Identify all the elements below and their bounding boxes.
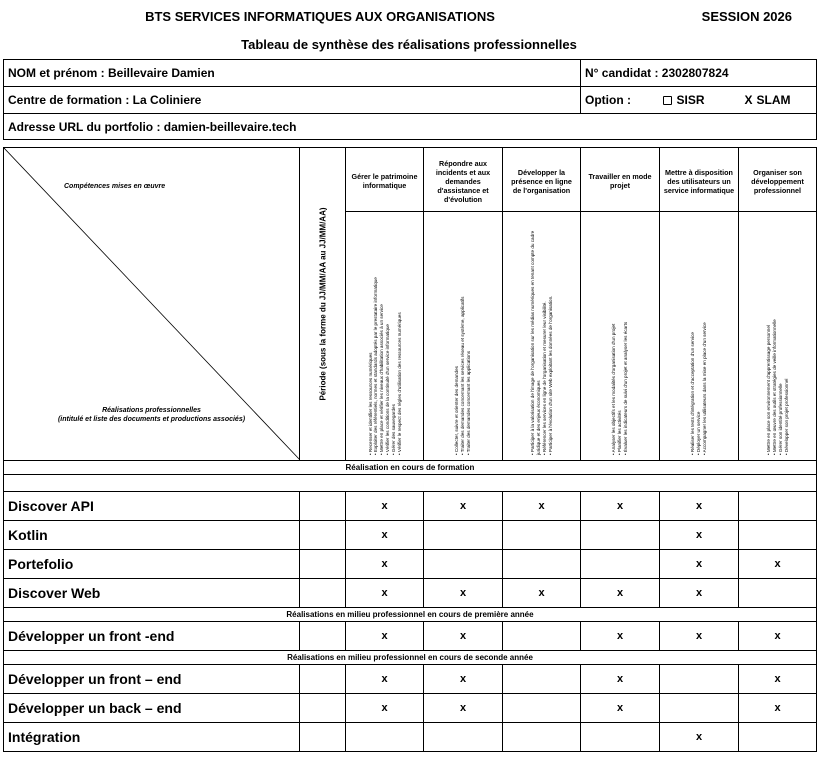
realisation-row [4,665,817,694]
competence-mark-cell[interactable] [424,723,503,752]
competence-mark: x [774,558,781,570]
competence-mark: x [695,529,703,541]
section-title: Réalisations en milieu professionnel en cours de première année [4,608,817,622]
competence-item: • Vérifier le respect des règles d'utilisation des ressources numériques [396,312,402,455]
competence-mark-cell[interactable] [346,694,424,723]
competence-mark: x [381,500,388,512]
competence-mark-cell[interactable] [660,579,739,608]
competence-mark-cell[interactable] [346,579,424,608]
competence-items [743,217,813,455]
competence-mark-cell[interactable] [581,723,660,752]
option-sisr: SISR [676,93,705,107]
competence-item: • Déployer un service [696,411,702,455]
competence-mark-cell[interactable] [424,694,503,723]
competence-mark-cell[interactable] [346,492,424,521]
competence-item: • Mettre en place et vérifier les niveaux d'habilitation associés à un service [378,304,384,455]
competence-item: • Gérer son identité professionnelle [777,383,783,455]
competence-mark: x [695,587,703,599]
competence-header-4 [581,148,660,461]
competence-mark-cell[interactable] [739,492,817,521]
competence-mark: x [381,630,388,642]
competence-mark: x [774,673,781,685]
competence-item: • Exploiter des référentiels, normes et standards adoptés par le prestataire informatique [372,277,378,455]
competence-mark-cell[interactable] [503,622,581,651]
competence-mark-cell[interactable] [346,521,424,550]
competence-mark-cell[interactable] [346,622,424,651]
realisation-row [4,622,817,651]
sisr-checkbox[interactable] [663,96,672,105]
competence-divider [660,211,738,212]
period-cell[interactable] [300,550,346,579]
period-header: Période (sous la forme du JJ/MM/AA au JJ/MM/AA) [318,207,327,401]
realisation-label: Intégration [4,723,300,752]
competence-mark-cell[interactable] [660,550,739,579]
competence-title: Gérer le patrimoine informatique [351,172,418,190]
competence-item: • Évaluer les indicateurs de suivi d'un projet et analyser les écarts [622,321,628,455]
competence-item: • Réaliser les tests d'intégration et d'acceptation d'un service [690,332,696,455]
competence-item: • Développer son projet professionnel [783,378,789,455]
competence-mark-cell[interactable] [581,521,660,550]
competence-mark-cell[interactable] [424,521,503,550]
portfolio-url: Adresse URL du portfolio : damien-beillevaire.tech [4,114,817,140]
candidate-name: NOM et prénom : Beillevaire Damien [4,60,581,87]
competence-item: • Référencer les services en ligne de l'organisation et mesurer leur visibilité. [541,301,547,455]
period-cell[interactable] [300,723,346,752]
competence-mark-cell[interactable] [581,550,660,579]
competence-items [350,217,420,455]
competences-caption: Compétences mises en œuvre [64,183,166,190]
period-cell[interactable] [300,579,346,608]
competence-mark: x [381,587,388,599]
competence-items [507,217,577,455]
competence-mark-cell[interactable] [739,550,817,579]
competence-items [428,217,498,455]
competence-mark-cell[interactable] [424,579,503,608]
competence-mark: x [381,673,388,685]
competence-mark-cell[interactable] [739,622,817,651]
realisations-grid [3,147,817,752]
competence-mark-cell[interactable] [660,492,739,521]
empty-cell [4,475,817,492]
competence-mark-cell[interactable] [346,550,424,579]
competence-header-2 [424,148,503,461]
competence-mark: x [695,558,703,570]
competence-item: • Accompagner les utilisateurs dans la mise en place d'un service [701,322,707,455]
competence-item: • Traiter des demandes concernant les services réseau et système, applicatifs [460,296,466,455]
realisation-row [4,550,817,579]
realisation-label: Discover Web [4,579,300,608]
section-title: Réalisation en cours de formation [4,461,817,475]
competence-mark-cell[interactable] [739,723,817,752]
competence-item: • Recenser et identifier les ressources numériques [367,352,373,455]
competence-divider [346,211,423,212]
competence-mark: x [459,500,467,512]
competence-mark: x [381,702,388,714]
realisation-label: Discover API [4,492,300,521]
competence-item: • Participer à la valorisation de l'image de l'organisation sur les médias numériques en tenant compte du cadre juridique et des enjeux économiques [529,230,541,455]
competence-title: Organiser son développement professionnel [751,167,804,195]
competence-mark-cell[interactable] [660,622,739,651]
competence-mark-cell[interactable] [503,492,581,521]
competence-mark: x [774,630,781,642]
slam-check-mark[interactable]: X [744,93,753,107]
document-subtitle: Tableau de synthèse des réalisations professionnelles [241,37,577,52]
period-header-cell [300,148,346,461]
competence-mark-cell[interactable] [581,492,660,521]
competence-mark-cell[interactable] [581,622,660,651]
realisations-caption [4,406,299,424]
competence-mark-cell[interactable] [660,665,739,694]
competence-mark-cell[interactable] [424,622,503,651]
competence-mark-cell[interactable] [503,550,581,579]
competence-divider [581,211,659,212]
document-title: BTS SERVICES INFORMATIQUES AUX ORGANISATIONS [145,9,495,24]
candidate-info-table [3,59,817,140]
realisation-label: Portefolio [4,550,300,579]
competence-mark-cell[interactable] [660,694,739,723]
competence-item: • Traiter des demandes concernant les applications [465,350,471,455]
section-header-row [4,608,817,622]
competence-header-5 [660,148,739,461]
competence-title: Travailler en mode projet [588,172,652,190]
competence-mark: x [459,673,467,685]
section-header-row [4,461,817,475]
competence-mark-cell[interactable] [581,579,660,608]
realisation-row [4,723,817,752]
empty-row [4,475,817,492]
competence-title: Mettre à disposition des utilisateurs un service informatique [663,167,735,195]
competence-mark: x [774,702,781,714]
training-centre: Centre de formation : La Coliniere [4,87,581,114]
option-label: Option : [585,93,631,107]
competence-divider [503,211,580,212]
competence-mark-cell[interactable] [739,521,817,550]
competence-mark-cell[interactable] [739,694,817,723]
competence-item: • Collecter, suivre et orienter des demandes [454,366,460,455]
competence-mark: x [538,500,545,512]
option-slam: SLAM [756,93,791,107]
realisation-row [4,492,817,521]
realisation-row [4,579,817,608]
section-title: Réalisations en milieu professionnel en cours de seconde année [4,651,817,665]
period-cell[interactable] [300,622,346,651]
realisations-caption-subtitle: (intitulé et liste des documents et productions associés) [57,416,246,423]
competence-mark: x [538,587,545,599]
competence-item: • Mettre en œuvre des outils et stratégies de veille informationnelle [771,319,777,455]
competence-mark-cell[interactable] [424,665,503,694]
realisation-row [4,521,817,550]
competence-item: • Gérer des sauvegardes [390,404,396,455]
competence-mark: x [381,558,388,570]
period-cell[interactable] [300,492,346,521]
competence-mark: x [459,702,467,714]
realisation-label: Kotlin [4,521,300,550]
competence-mark-cell[interactable] [346,665,424,694]
period-cell[interactable] [300,665,346,694]
competence-mark: x [695,731,703,743]
option-cell [581,87,817,114]
candidate-number: N° candidat : 2302807824 [581,60,817,87]
realisation-label: Développer un front -end [4,622,300,651]
realisation-label: Développer un back – end [4,694,300,723]
competence-mark: x [459,630,467,642]
competence-mark-cell[interactable] [503,665,581,694]
period-cell[interactable] [300,694,346,723]
realisation-label: Développer un front – end [4,665,300,694]
competence-header-6 [739,148,817,461]
competence-mark: x [695,500,703,512]
competence-items [664,217,734,455]
competence-header-3 [503,148,581,461]
competence-header-1 [346,148,424,461]
competence-item: • Participer à l'évolution d'un site Web exploitant les données de l'organisation. [547,295,553,455]
competence-mark-cell[interactable] [503,723,581,752]
competence-mark-cell[interactable] [660,723,739,752]
competence-item: • Planifier les activités [617,410,623,455]
competence-mark: x [616,630,624,642]
competence-mark: x [616,500,624,512]
competence-mark: x [616,673,624,685]
competence-mark-cell[interactable] [503,521,581,550]
competence-mark-cell[interactable] [660,521,739,550]
competence-mark-cell[interactable] [424,550,503,579]
competence-mark: x [616,587,624,599]
competence-divider [424,211,502,212]
realisations-caption-title: Réalisations professionnelles [102,407,201,414]
competence-title: Développer la présence en ligne de l'organisation [511,167,572,195]
competence-items [585,217,655,455]
competence-item: • Analyser les objectifs et les modalités d'organisation d'un projet [611,323,617,455]
competence-mark-cell[interactable] [581,665,660,694]
competence-mark-cell[interactable] [739,579,817,608]
competence-title: Répondre aux incidents et aux demandes d'assistance et d'évolution [435,158,491,204]
competence-mark: x [695,630,703,642]
competence-divider [739,211,816,212]
period-cell[interactable] [300,521,346,550]
competence-mark-cell[interactable] [581,694,660,723]
competence-mark: x [616,702,624,714]
competence-item: • Vérifier les conditions de la continuité d'un service informatique [384,324,390,455]
realisation-row [4,694,817,723]
section-header-row [4,651,817,665]
competence-mark-cell[interactable] [424,492,503,521]
competence-mark-cell[interactable] [503,579,581,608]
competence-mark: x [381,529,388,541]
competence-mark-cell[interactable] [503,694,581,723]
competence-mark: x [459,587,467,599]
diagonal-header-cell [4,148,300,461]
competence-mark-cell[interactable] [346,723,424,752]
competence-mark-cell[interactable] [739,665,817,694]
session-label: SESSION 2026 [701,9,792,24]
competence-item: • Mettre en place son environnement d'apprentissage personnel [765,325,771,455]
